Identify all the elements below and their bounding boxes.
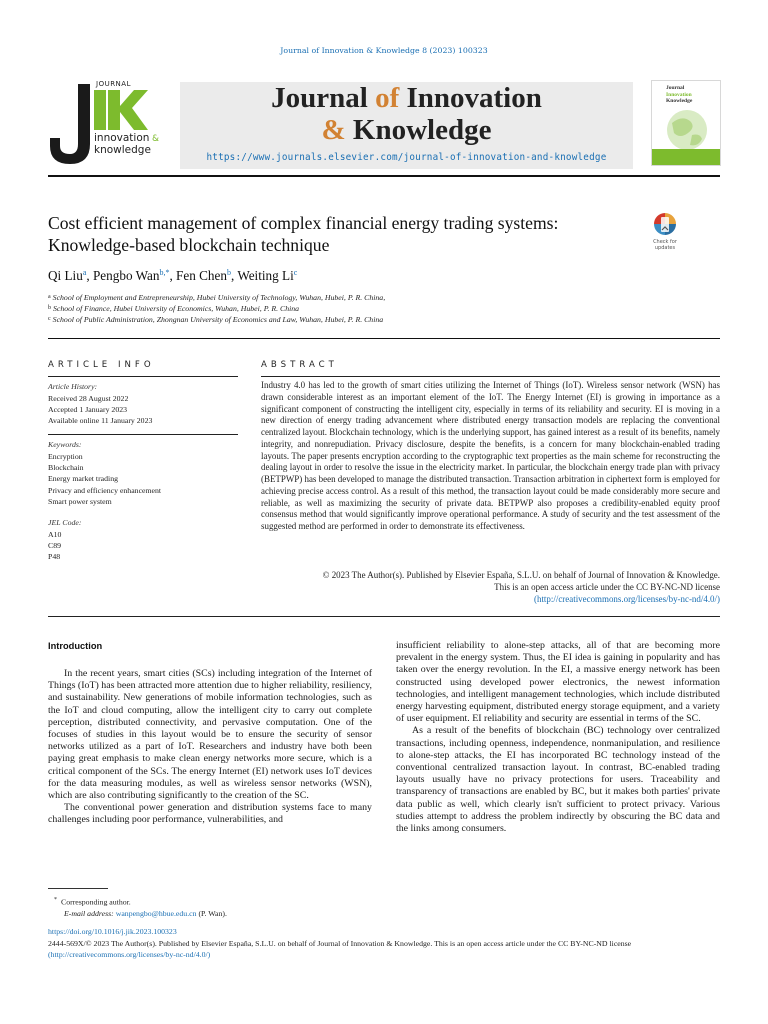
- logo-innovation-word: innovation: [94, 132, 150, 144]
- crossmark-label-line: Check for: [653, 239, 677, 245]
- author-separator: ,: [230, 268, 238, 283]
- author-separator: ,: [86, 268, 93, 283]
- author-name[interactable]: Qi Liu: [48, 268, 83, 283]
- history-date: Received 28 August 2022: [48, 394, 129, 403]
- logo-knowledge-word: knowledge: [94, 144, 151, 156]
- body-paragraph: In the recent years, smart cities (SCs) including integration of the Internet of Things (IoT) has been attracted more attention due to higher reliability, resiliency, and sustainability. New generations of mobile information technologies, such as the IoT and cloud computing, allow the intelligent city to carry out complete perception, distributed connectivity, and pervasive computation. One of the focuses of studies in this layout would be to ensure the security of sensor networks utilized as a part of IoT. Researchers and industry have both been paying great emphasis to make clean energy networks more secure, which is a critical component of the SCs. The energy Internet (EI) network uses IoT devices for the data measuring modules, as well as wireless sensor networks (WSN), which are also contributing significantly to the creation of the SC.: [48, 668, 372, 802]
- journal-reference-link[interactable]: Journal of Innovation & Knowledge 8 (2023) 100323: [280, 46, 488, 55]
- crossmark-icon: [653, 212, 677, 238]
- banner-title-innovation: Innovation: [399, 82, 542, 114]
- author[interactable]: [176, 268, 231, 283]
- abstract-divider: [261, 376, 720, 377]
- author-name[interactable]: Weiting Li: [237, 268, 294, 283]
- author[interactable]: [237, 268, 297, 283]
- cover-title: [666, 85, 692, 105]
- banner-title-knowledge: Knowledge: [345, 114, 492, 146]
- jel-code: P48: [48, 552, 61, 562]
- journal-cover-thumbnail[interactable]: [651, 80, 721, 166]
- jel-code-list: [48, 529, 61, 563]
- article-title: [48, 212, 638, 256]
- jel-code: A10: [48, 530, 62, 539]
- author-name[interactable]: Pengbo Wan: [92, 268, 160, 283]
- author[interactable]: [48, 268, 86, 283]
- article-history-label: Article History:: [48, 382, 98, 391]
- cover-title-line: Innovation: [666, 91, 692, 98]
- abstract-text: Industry 4.0 has led to the growth of smart cities utilizing the Internet of Things (IoT). Wireless sensor network (WSN) has drawn considerable interest as an important element of the IoT. The Energy Internet (EI) is growing in importance as a significant component of constructing the intelligent city, especially in terms of its reliability and security. EI is moving in a new direction of energy trading advancement where distributed energy transaction models are replacing the conventional centralized layout. Blockchain technology, which is the underlying support, has gained interest as a result of its benefits, namely integrity, and nonrepudiation. Privacy disclosure, despite the benefits, is a concern for many blockchain-enabled trading layouts. The paper presents encryption according to the cryptographic text properties as the main scheme for reconstructing the dealing layout in order to resolve the issue in the electricity market. In particular, the blockchain energy trade plan with privacy (BETPWP) has been developed to manage the distributed transaction. Transaction arbitration in ciphertext form is employed for achieving precise access control. As a result of this method, the transaction layout could be made considerably more secure and reliable, as well as maximizing the security of private data. BETPWP also proposes a credibility-enabled equity proof consensus method that would significantly improve operational performance. A study of security and the test assessment of the suggested method are performed in order to demonstrate its effectiveness.: [261, 380, 720, 531]
- keyword: Privacy and efficiency enhancement: [48, 485, 162, 495]
- keyword: Smart power system: [48, 496, 112, 506]
- email-label: E-mail address:: [64, 908, 114, 918]
- banner-title-journal: Journal: [271, 82, 376, 114]
- crossmark-label-line: updates: [654, 245, 676, 251]
- license-link[interactable]: (http://creativecommons.org/licenses/by-nc-nd/4.0/): [534, 593, 720, 604]
- article-title-line: Knowledge-based blockchain technique: [48, 235, 330, 255]
- affiliation-mark: a: [48, 294, 51, 300]
- cover-title-line: Journal: [666, 85, 685, 91]
- history-date: Available online 11 January 2023: [48, 416, 153, 426]
- issn-license-line: 2444-569X/© 2023 The Author(s). Published by Elsevier España, S.L.U. on behalf of Journal of Innovation & Knowledge. This is an open access article under the CC BY-NC-ND license: [48, 938, 632, 948]
- footnote-mark: *: [54, 897, 57, 903]
- body-paragraph: The conventional power generation and distribution systems face to many challenges including poor performance, vulnerabilities, and: [48, 802, 372, 826]
- keywords-list: [48, 451, 161, 507]
- jel-code: C89: [48, 541, 61, 551]
- author-name[interactable]: Fen Chen: [176, 268, 227, 283]
- crossmark-label: [643, 239, 687, 251]
- author[interactable]: [93, 268, 169, 283]
- cover-title-line: Knowledge: [666, 98, 693, 104]
- banner-title-amp: &: [321, 114, 346, 146]
- info-divider: [48, 376, 238, 377]
- info-divider: [48, 434, 238, 435]
- abstract-bottom-rule: [48, 616, 720, 617]
- journal-banner-title: [180, 82, 633, 146]
- author-affiliation-mark[interactable]: b: [226, 268, 231, 277]
- footer-license-link[interactable]: (http://creativecommons.org/licenses/by-nc-nd/4.0/): [48, 950, 211, 959]
- article-history-list: [48, 393, 152, 427]
- affiliation-mark: c: [48, 316, 51, 322]
- author-affiliation-mark[interactable]: b,*: [159, 268, 170, 277]
- affiliation-text: School of Public Administration, Zhongnan University of Economics and Law, Wuhan, Hubei, P. R. China: [52, 315, 384, 324]
- article-title-line: Cost efficient management of complex financial energy trading systems:: [48, 213, 559, 233]
- corresponding-author-footnote: [48, 895, 227, 919]
- author-affiliation-mark[interactable]: a: [82, 268, 87, 277]
- cover-globe-icon: [664, 107, 710, 153]
- banner-title-of: of: [375, 82, 400, 114]
- author-affiliation-mark[interactable]: c: [293, 268, 298, 277]
- body-column-right: [396, 640, 720, 835]
- journal-logo: [48, 80, 166, 166]
- author-email-link[interactable]: wanpengbo@hbue.edu.cn: [115, 908, 197, 918]
- introduction-heading: Introduction: [48, 641, 103, 651]
- logo-amp: &: [152, 134, 160, 144]
- copyright-line: © 2023 The Author(s). Published by Elsevier España, S.L.U. on behalf of Journal of Innovation & Knowledge.: [322, 570, 720, 580]
- header-rule: [48, 175, 720, 177]
- affiliation: [48, 304, 299, 313]
- affiliation: [48, 293, 385, 302]
- jel-code-label: JEL Code:: [48, 518, 82, 527]
- footnote-text: Corresponding author.: [61, 897, 131, 907]
- journal-banner: [180, 82, 633, 169]
- author-list: [48, 268, 297, 284]
- cover-band: [652, 149, 720, 165]
- keyword: Energy market trading: [48, 474, 119, 484]
- email-suffix: (P. Wan).: [198, 908, 227, 918]
- affiliation-text: School of Employment and Entrepreneurship, Hubei University of Technology, Wuhan, Hubei, P. R. China,: [52, 293, 386, 302]
- journal-homepage-link[interactable]: https://www.journals.elsevier.com/journal-of-innovation-and-knowledge: [206, 152, 607, 163]
- abstract-copyright: [261, 570, 720, 605]
- abstract-heading: ABSTRACT: [261, 360, 338, 370]
- body-paragraph: As a result of the benefits of blockchain (BC) technology over centralized transactions, including openness, independence, nonmanipulation, and resilience to alone-step attacks, the EI has incorporated BC technology instead of the conventional centralized transaction layout. In contrast, BC-enabled trading layouts usually have no privacy protections for users. Traceability and transparency of transactions are enabled by BC, but it makes both parties' private data public as well, which clearly isn't sufficient to protect privacy. Various studies attempt to address the problem indirectly by obscuring the BC data and the links among consumers.: [396, 725, 720, 835]
- license-line: This is an open access article under the CC BY-NC-ND license: [494, 581, 720, 592]
- affiliation-mark: b: [48, 305, 51, 311]
- affiliation: [48, 315, 383, 324]
- history-date: Accepted 1 January 2023: [48, 405, 128, 415]
- keywords-label: Keywords:: [48, 440, 82, 449]
- title-block-rule: [48, 338, 720, 339]
- page-footer: [48, 926, 720, 961]
- logo-journal-word: JOURNAL: [96, 80, 131, 88]
- doi-link[interactable]: https://doi.org/10.1016/j.jik.2023.100323: [48, 927, 177, 936]
- article-info-heading: ARTICLE INFO: [48, 360, 155, 370]
- body-column-left: [48, 668, 372, 827]
- footnote-rule: [48, 888, 108, 889]
- keyword: Blockchain: [48, 463, 84, 473]
- body-paragraph: insufficient reliability to alone-step attacks, all of that are becoming more prevalent in the energy system. Thus, the EI idea is gaining in popularity and has taken over the energy revolution. In the EI, a massive energy network has been constructed using developed power electronics, the newest information technologies, and intelligent management technologies, which include distributed energy harvesting equipment, distributed energy storage equipment, and a variety of user equipment. EI reliability and security are essential in terms of the SC.: [396, 640, 720, 725]
- check-for-updates-button[interactable]: [643, 212, 687, 252]
- author-separator: ,: [169, 268, 177, 283]
- affiliation-text: School of Finance, Hubei University of Economics, Wuhan, Hubei, P. R. China: [53, 304, 300, 313]
- keyword: Encryption: [48, 452, 83, 461]
